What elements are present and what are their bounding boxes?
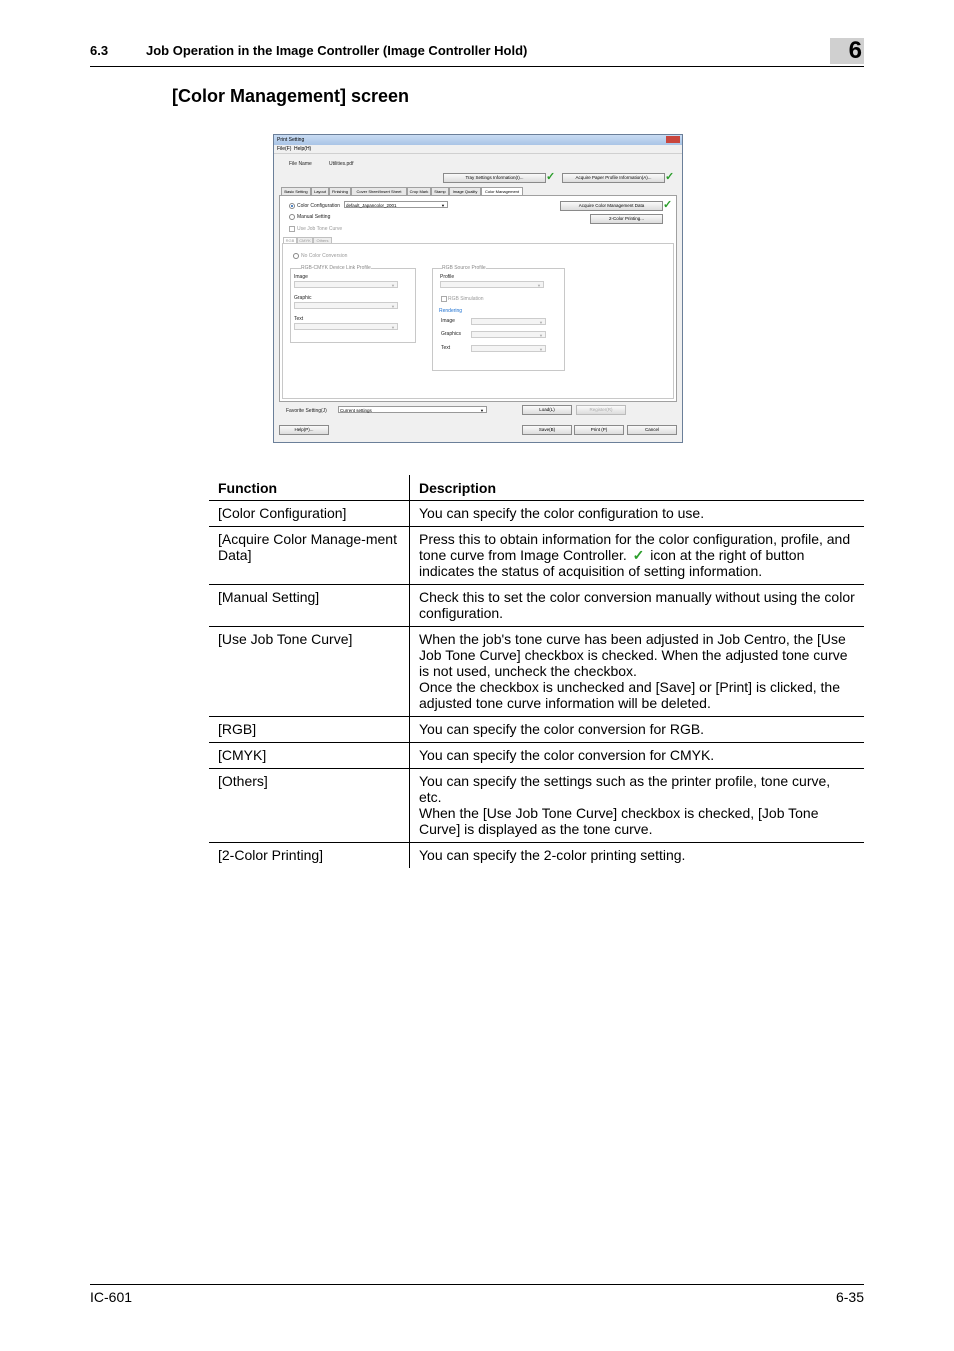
right-text-select[interactable]	[471, 345, 546, 352]
left-image-label: Image	[294, 274, 308, 280]
function-cell: [Others]	[209, 769, 410, 843]
acquire-color-management-button[interactable]: Acquire Color Management Data	[560, 201, 663, 211]
profile-select[interactable]	[440, 281, 544, 288]
product-name: IC-601	[90, 1289, 133, 1305]
profile-label: Profile	[440, 274, 455, 280]
color-configuration-value: default_Japancolor_2001	[346, 203, 397, 208]
checkmark-icon: ✓	[546, 171, 556, 183]
color-configuration-label: Color Configuration	[297, 203, 341, 209]
color-configuration-radio[interactable]	[289, 203, 295, 209]
chevron-down-icon: ▼	[441, 203, 445, 208]
tab-crop-mark[interactable]: Crop Mark	[407, 187, 431, 196]
chevron-down-icon: ▼	[539, 333, 543, 338]
tab-layout[interactable]: Layout	[311, 187, 329, 196]
table-row	[209, 717, 864, 743]
manual-setting-label: Manual Setting	[297, 214, 331, 220]
tab-basic-setting[interactable]: Basic Setting	[281, 187, 311, 196]
description-text: You can specify the settings such as the printer profile, tone curve, etc.	[419, 773, 831, 805]
chevron-down-icon: ▼	[391, 325, 395, 330]
left-graphic-label: Graphic	[294, 295, 312, 301]
page-number: 6-35	[835, 1289, 864, 1305]
chevron-down-icon: ▼	[391, 304, 395, 309]
cancel-button[interactable]: Cancel	[627, 425, 677, 435]
function-cell: [Acquire Color Manage-ment Data]	[209, 527, 410, 585]
function-table	[209, 475, 864, 868]
right-image-label: Image	[441, 318, 455, 324]
page-footer	[90, 1284, 864, 1305]
checkmark-icon: ✓	[663, 199, 673, 211]
load-button[interactable]: Load(L)	[522, 405, 572, 415]
device-link-group-label: RGB-CMYK Device Link Profile	[301, 265, 371, 271]
file-name-value: Utilities.pdf	[329, 161, 354, 167]
chevron-down-icon: ▼	[391, 283, 395, 288]
function-cell: [RGB]	[209, 717, 410, 743]
chevron-down-icon: ▼	[539, 320, 543, 325]
description-text: When the job's tone curve has been adjusted in Job Centro, the [Use Job Tone Curve] checkbox is checked. When the adjusted tone curve is not used, uncheck the checkbox.	[419, 631, 848, 679]
description-cell	[410, 717, 865, 743]
menu-bar	[274, 145, 682, 154]
checkmark-icon: ✓	[632, 547, 645, 563]
description-cell	[410, 585, 865, 627]
print-button[interactable]: Print (P)	[574, 425, 624, 435]
file-name-label: File Name	[289, 161, 312, 167]
use-job-tone-curve-label: Use Job Tone Curve	[297, 226, 343, 232]
description-text: When the [Use Job Tone Curve] checkbox is checked, [Job Tone Curve] is displayed as the tone curve.	[419, 805, 819, 837]
save-button[interactable]: Save(B)	[522, 425, 572, 435]
color-configuration-select[interactable]	[344, 201, 448, 208]
description-cell	[410, 743, 865, 769]
left-text-select[interactable]	[294, 323, 398, 330]
description-text: Check this to set the color conversion manually without using the color configuration.	[419, 589, 855, 621]
description-text: icon at the right of button indicates the status of acquisition of setting information.	[419, 547, 805, 579]
rgb-source-group-label: RGB Source Profile	[442, 265, 486, 271]
section-title: Job Operation in the Image Controller (Image Controller Hold)	[146, 43, 528, 58]
tab-finishing[interactable]: Finishing	[329, 187, 351, 196]
window-titlebar	[274, 135, 682, 145]
left-text-label: Text	[294, 316, 304, 322]
print-setting-window	[273, 134, 683, 443]
help-button[interactable]: Help(P)...	[279, 425, 329, 435]
chapter-number: 6	[848, 37, 862, 64]
right-graphics-select[interactable]	[471, 331, 546, 338]
description-header: Description	[410, 475, 865, 501]
table-row	[209, 627, 864, 717]
right-graphics-label: Graphics	[441, 331, 462, 337]
description-text: You can specify the color conversion for RGB.	[419, 721, 705, 737]
acquire-paper-profile-button[interactable]: Acquire Paper Profile Information(A)...	[562, 173, 665, 183]
description-text: Once the checkbox is unchecked and [Save] or [Print] is clicked, the adjusted tone curve information will be deleted.	[419, 679, 840, 711]
subtab-rgb[interactable]: RGB	[283, 237, 297, 245]
description-text: You can specify the 2-color printing setting.	[419, 847, 686, 863]
tab-cover-sheet[interactable]: Cover Sheet/Insert Sheet	[351, 187, 407, 196]
no-color-conversion-label: No Color Conversion	[301, 253, 348, 259]
description-text: You can specify the color configuration to use.	[419, 505, 705, 521]
description-cell	[410, 501, 865, 527]
page-heading: [Color Management] screen	[172, 86, 410, 106]
left-image-select[interactable]	[294, 281, 398, 288]
menu-file[interactable]: File(F)	[277, 146, 292, 152]
tray-settings-button[interactable]: Tray Settings Information(I)...	[443, 173, 546, 183]
description-text: You can specify the color conversion for CMYK.	[419, 747, 715, 763]
right-text-label: Text	[441, 345, 451, 351]
rendering-label: Rendering	[439, 308, 463, 314]
section-number: 6.3	[90, 43, 109, 58]
close-icon[interactable]	[666, 136, 680, 143]
subtab-cmyk[interactable]: CMYK	[297, 237, 313, 245]
function-header: Function	[209, 475, 410, 501]
register-button[interactable]: Register(R)	[576, 405, 626, 415]
use-job-tone-curve-checkbox[interactable]	[289, 226, 295, 232]
description-cell	[410, 843, 865, 869]
table-row	[209, 743, 864, 769]
chevron-down-icon: ▼	[537, 283, 541, 288]
description-cell	[410, 627, 865, 717]
rgb-simulation-label: RGB Simulation	[448, 296, 484, 302]
manual-setting-radio[interactable]	[289, 214, 295, 220]
table-row	[209, 769, 864, 843]
checkmark-icon: ✓	[665, 171, 675, 183]
left-graphic-select[interactable]	[294, 302, 398, 309]
function-cell: [CMYK]	[209, 743, 410, 769]
favorite-setting-label: Favorite Setting(J)	[286, 408, 327, 414]
tab-image-quality[interactable]: Image Quality	[449, 187, 481, 196]
table-row	[209, 843, 864, 869]
function-cell: [Color Configuration]	[209, 501, 410, 527]
table-header-row	[209, 475, 864, 501]
chapter-badge	[830, 38, 864, 64]
two-color-printing-button[interactable]: 2-Color Printing...	[590, 214, 663, 224]
subtab-others[interactable]: Others	[313, 237, 332, 245]
window-title: Print Setting	[277, 137, 305, 143]
tab-stamp[interactable]: Stamp	[431, 187, 449, 196]
no-color-conversion-radio[interactable]	[293, 253, 299, 259]
description-cell	[410, 527, 865, 585]
chevron-down-icon: ▼	[539, 347, 543, 352]
description-cell	[410, 769, 865, 843]
rgb-simulation-checkbox[interactable]	[441, 296, 447, 302]
favorite-setting-value: Current settings	[340, 408, 372, 413]
function-cell: [2-Color Printing]	[209, 843, 410, 869]
table-row	[209, 501, 864, 527]
menu-help[interactable]: Help(H)	[294, 146, 312, 152]
function-cell: [Use Job Tone Curve]	[209, 627, 410, 717]
description-text: Press this to obtain information for the color configuration, profile, and tone curve from Image Controller.	[419, 531, 851, 563]
table-row	[209, 527, 864, 585]
table-row	[209, 585, 864, 627]
function-cell: [Manual Setting]	[209, 585, 410, 627]
chevron-down-icon: ▼	[480, 408, 484, 413]
right-image-select[interactable]	[471, 318, 546, 325]
page-header	[90, 37, 864, 67]
favorite-setting-select[interactable]	[338, 406, 487, 413]
tab-color-management[interactable]: Color Management	[481, 187, 523, 197]
